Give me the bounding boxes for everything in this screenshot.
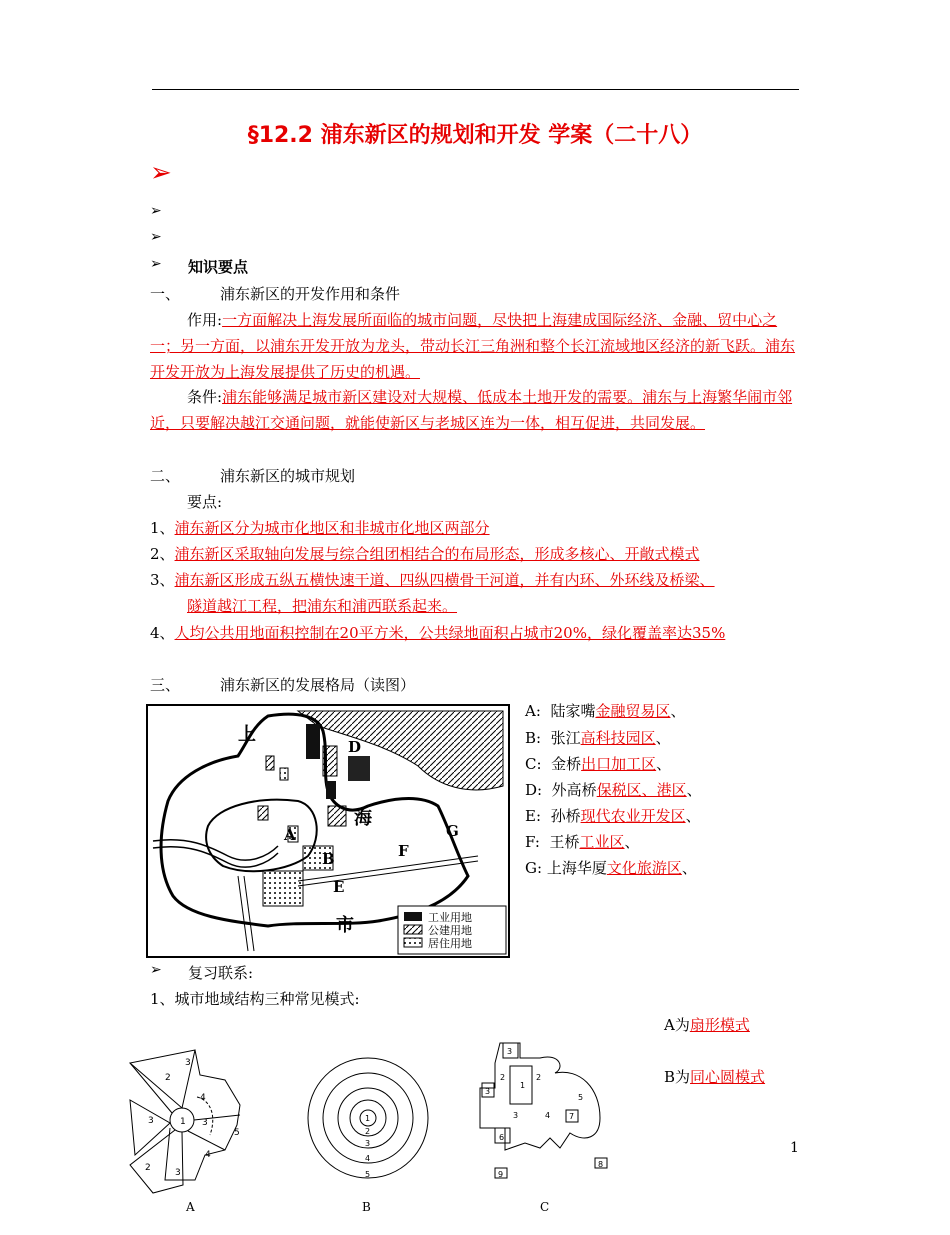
zone-item-f: F: 王桥工业区、 bbox=[525, 833, 640, 851]
sector-model-diagram bbox=[125, 1045, 255, 1195]
svg-text:3: 3 bbox=[507, 1047, 513, 1056]
svg-text:6: 6 bbox=[499, 1133, 505, 1142]
section2-num: 二、 bbox=[150, 467, 181, 485]
svg-text:3: 3 bbox=[365, 1139, 371, 1148]
point-3-cont: 隧道越江工程，把浦东和浦西联系起来。 bbox=[187, 597, 458, 615]
review-heading: 复习联系: bbox=[188, 964, 254, 982]
point-2: 2、浦东新区采取轴向发展与综合组团相结合的布局形态，形成多核心、开敞式模式 bbox=[150, 545, 700, 563]
points-label: 要点: bbox=[187, 493, 223, 511]
map-label-hai: 海 bbox=[354, 808, 372, 829]
zone-item-a: A: 陆家嘴金融贸易区、 bbox=[525, 702, 686, 720]
svg-text:3: 3 bbox=[485, 1087, 491, 1096]
role-text: 一方面解决上海发展所面临的城市问题，尽快把上海建成国际经济、金融、贸中心之一；另一方面，以浦东开发开放为龙头，带动长江三角洲和整个长江流域地区经济的新飞跃。浦东开发开放为上海发展提供了历史的机遇。 bbox=[150, 311, 796, 381]
review-question-1: 1、城市地域结构三种常见模式: bbox=[150, 990, 360, 1008]
section1-num: 一、 bbox=[150, 285, 181, 303]
svg-text:7: 7 bbox=[569, 1112, 575, 1121]
point-4: 4、人均公共用地面积控制在20平方米，公共绿地面积占城市20%，绿化覆盖率达35% bbox=[150, 624, 726, 642]
cond-label: 条件: bbox=[187, 388, 223, 406]
pudong-map bbox=[146, 704, 510, 958]
point-3: 3、浦东新区形成五纵五横快速干道、四纵四横骨干河道，并有内环、外环线及桥梁、 bbox=[150, 571, 715, 589]
bullet-arrow-icon: ➢ bbox=[150, 229, 162, 245]
svg-text:2: 2 bbox=[145, 1163, 151, 1173]
svg-text:9: 9 bbox=[498, 1170, 504, 1179]
svg-text:5: 5 bbox=[234, 1128, 240, 1138]
svg-text:5: 5 bbox=[578, 1093, 584, 1102]
zone-item-c: C: 金桥出口加工区、 bbox=[525, 755, 672, 773]
section1-role bbox=[150, 307, 802, 385]
svg-text:5: 5 bbox=[365, 1170, 371, 1179]
section2-heading: 浦东新区的城市规划 bbox=[220, 467, 356, 485]
map-label-b: B bbox=[322, 850, 335, 868]
section1-heading: 浦东新区的开发作用和条件 bbox=[220, 285, 401, 303]
cond-text: 浦东能够满足城市新区建设对大规模、低成本土地开发的需要。浦东与上海繁华闹市邻近，只要解决越江交通问题，就能使新区与老城区连为一体，相互促进，共同发展。 bbox=[150, 388, 793, 432]
legend-public: 公建用地 bbox=[428, 924, 472, 937]
role-label: 作用: bbox=[187, 311, 223, 329]
diagram-caption-b: B bbox=[362, 1200, 371, 1214]
svg-text:1: 1 bbox=[365, 1114, 371, 1123]
section3-heading: 浦东新区的发展格局（读图） bbox=[220, 676, 416, 694]
map-label-shi: 市 bbox=[336, 915, 354, 936]
legend-residential: 居住用地 bbox=[428, 937, 472, 950]
zone-item-e: E: 孙桥现代农业开发区、 bbox=[525, 807, 701, 825]
section3-num: 三、 bbox=[150, 676, 181, 694]
svg-text:3: 3 bbox=[185, 1058, 191, 1068]
map-label-d: D bbox=[348, 738, 362, 756]
svg-text:3: 3 bbox=[202, 1118, 208, 1128]
svg-text:3: 3 bbox=[148, 1116, 154, 1126]
svg-text:4: 4 bbox=[205, 1150, 211, 1160]
section1-conditions bbox=[150, 384, 802, 436]
bullet-arrow-icon: ➢ bbox=[150, 158, 172, 188]
bullet-arrow-icon: ➢ bbox=[150, 256, 162, 272]
knowledge-heading: 知识要点 bbox=[188, 258, 249, 276]
svg-text:4: 4 bbox=[200, 1093, 206, 1103]
map-label-shang: 上 bbox=[238, 724, 256, 745]
svg-text:2: 2 bbox=[536, 1073, 542, 1082]
page-number: 1 bbox=[790, 1140, 799, 1156]
header-rule bbox=[152, 89, 799, 90]
map-label-e: E bbox=[333, 878, 345, 896]
concentric-model-diagram bbox=[305, 1050, 435, 1190]
svg-text:3: 3 bbox=[175, 1168, 181, 1178]
svg-text:2: 2 bbox=[500, 1073, 506, 1082]
svg-text:8: 8 bbox=[598, 1160, 604, 1169]
diagram-caption-a: A bbox=[186, 1200, 195, 1214]
zone-item-b: B: 张江高科技园区、 bbox=[525, 729, 671, 747]
answer-b: B为同心圆模式 bbox=[664, 1068, 766, 1086]
point-1: 1、浦东新区分为城市化地区和非城市化地区两部分 bbox=[150, 519, 490, 537]
svg-text:2: 2 bbox=[365, 1127, 371, 1136]
legend-industrial: 工业用地 bbox=[428, 911, 472, 924]
map-label-g: G bbox=[446, 822, 459, 840]
svg-text:1: 1 bbox=[520, 1081, 526, 1090]
svg-text:3: 3 bbox=[513, 1111, 519, 1120]
zone-item-d: D: 外高桥保税区、港区、 bbox=[525, 781, 702, 799]
map-label-a: A bbox=[284, 826, 296, 844]
diagram-caption-c: C bbox=[540, 1200, 550, 1214]
bullet-arrow-icon: ➢ bbox=[150, 203, 162, 219]
svg-text:4: 4 bbox=[365, 1154, 371, 1163]
map-label-f: F bbox=[398, 842, 409, 860]
page-title: §12.2 浦东新区的规划和开发 学案（二十八） bbox=[247, 123, 703, 148]
svg-text:4: 4 bbox=[545, 1111, 551, 1120]
bullet-arrow-icon: ➢ bbox=[150, 962, 162, 978]
svg-text:2: 2 bbox=[165, 1073, 171, 1083]
svg-text:1: 1 bbox=[180, 1117, 186, 1127]
zone-item-g: G: 上海华厦文化旅游区、 bbox=[525, 859, 697, 877]
answer-a: A为扇形模式 bbox=[664, 1016, 750, 1034]
multiple-nuclei-diagram bbox=[470, 1038, 620, 1188]
